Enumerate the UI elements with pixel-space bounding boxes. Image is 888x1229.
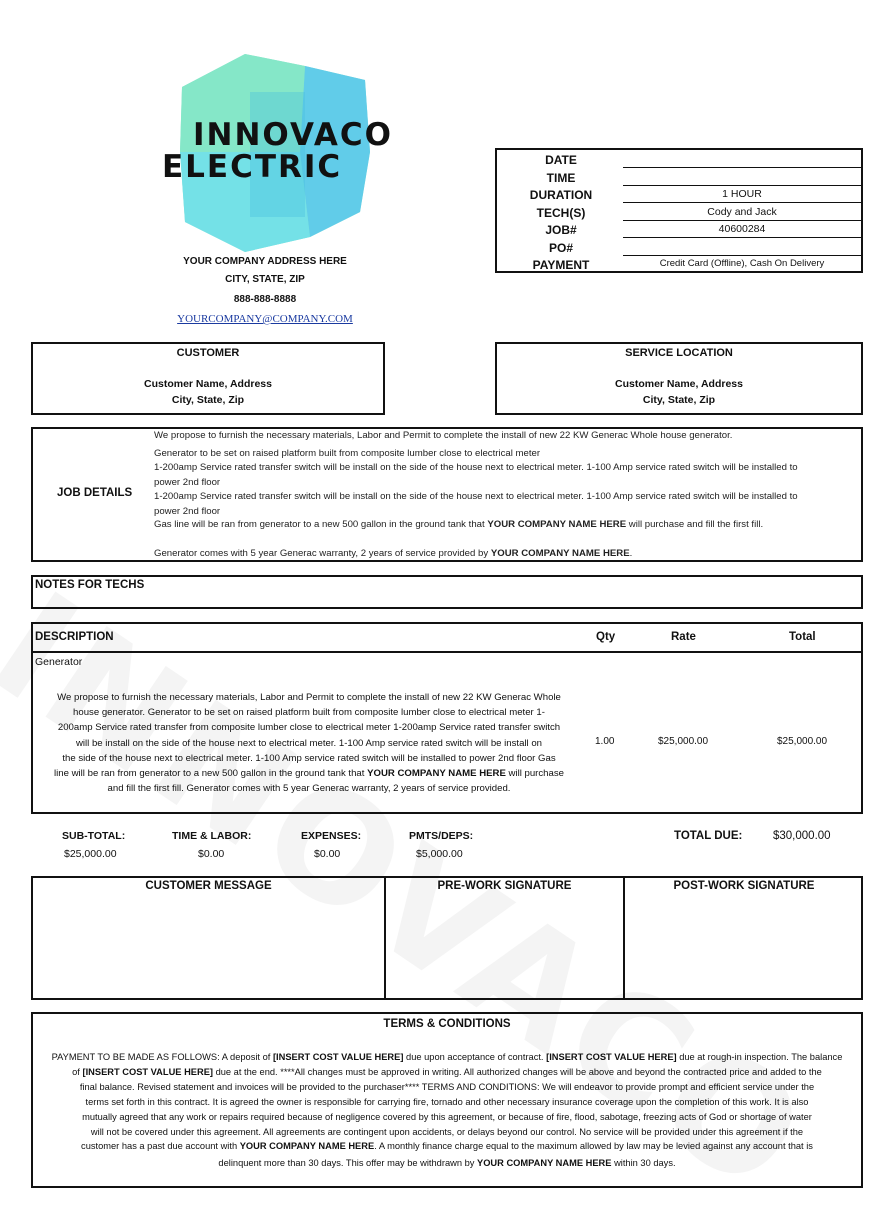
time-field[interactable] <box>623 169 861 186</box>
time-row <box>497 169 861 187</box>
job-details-line: 1-200amp Service rated transfer switch will be install on the side of the house next to electrical meter. 1-100 Amp service rated switch will be installed to <box>154 491 798 502</box>
customer-message-title: CUSTOMER MESSAGE <box>145 880 272 892</box>
terms-title: TERMS & CONDITIONS <box>383 1018 511 1030</box>
item-name: Generator <box>35 656 83 668</box>
duration-field[interactable]: 1 HOUR <box>623 186 861 203</box>
duration-label: DURATION <box>529 188 593 202</box>
date-row <box>497 151 861 169</box>
customer-box <box>31 342 385 415</box>
company-logo <box>160 52 410 257</box>
total-due-value: $30,000.00 <box>773 830 831 842</box>
notes-label: NOTES FOR TECHS <box>35 579 145 591</box>
service-location-line2: City, State, Zip <box>642 394 716 406</box>
date-field[interactable] <box>623 151 861 168</box>
customer-line2: City, State, Zip <box>171 394 245 406</box>
customer-line1: Customer Name, Address <box>144 378 272 390</box>
signature-section <box>31 876 863 1000</box>
post-work-signature-field[interactable] <box>625 898 863 998</box>
job-info-table <box>495 148 863 273</box>
post-work-signature-title: POST-WORK SIGNATURE <box>673 880 815 892</box>
job-details-line: Generator comes with 5 year Generac warranty, 2 years of service provided by YOUR COMPANY NAME HERE. <box>154 548 633 559</box>
job-details-line: power 2nd floor <box>154 477 221 488</box>
expenses-value: $0.00 <box>314 848 341 860</box>
payment-label: PAYMENT <box>532 258 590 272</box>
job-details-line: We propose to furnish the necessary materials, Labor and Permit to complete the install of new 22 KW Generac Whole house generator. <box>154 430 733 441</box>
labor-label: TIME & LABOR: <box>172 830 252 842</box>
tech-field[interactable]: Cody and Jack <box>623 204 861 221</box>
pmts-value: $5,000.00 <box>416 848 463 860</box>
job-details-line: power 2nd floor <box>154 506 221 517</box>
job-details-line: Gas line will be ran from generator to a new 500 gallon in the ground tank that YOUR COMPANY NAME HERE will purchase and fill the first fill. <box>154 519 764 530</box>
job-row <box>497 221 861 239</box>
pre-work-signature-title: PRE-WORK SIGNATURE <box>437 880 572 892</box>
company-address: YOUR COMPANY ADDRESS HERE <box>183 256 347 267</box>
duration-row <box>497 186 861 204</box>
col-total: Total <box>789 631 816 643</box>
time-label: TIME <box>546 170 576 185</box>
job-details-line: Generator to be set on raised platform built from composite lumber close to electrical meter <box>154 448 541 459</box>
terms-text: PAYMENT TO BE MADE AS FOLLOWS: A deposit of [INSERT COST VALUE HERE] due upon acceptance of contract. [INSERT COST VALUE HERE] due at rough-in inspection. The balance of [INSERT COST VALUE HERE] due at the end. ****All changes must be approved in writing. All authorized changes will be above and beyond the contracted price and added to the final balance. Revised statement and invoices will be provided to the purchaser**** TERMS AND CONDITIONS: We will endeavor to provide prompt and efficient service under the terms set forth in this contract. It is agreed the owner is responsible for carrying fire, tornado and other necessary insurance coverage upon the completion of this work. It is also mutually agreed that any work or repairs required because of negligence covered by this agreement, or because of fire, flood, sabotage, freezing acts of God or shortage of water will not be covered under this agreement. All agreements are contingent upon accidents, or delays beyond our control. No service will be provided under this agreement if the customer has a past due account with YOUR COMPANY NAME HERE. A monthly finance charge equal to the maximum allowed by law may be levied against any account that is delinquent more than 30 days. This offer may be withdrawn by YOUR COMPANY NAME HERE within 30 days. <box>51 1052 843 1169</box>
customer-title: CUSTOMER <box>176 347 240 359</box>
item-rate: $25,000.00 <box>658 736 709 747</box>
item-qty: 1.00 <box>595 736 615 747</box>
expenses-label: EXPENSES: <box>301 830 362 842</box>
job-details-label: JOB DETAILS <box>57 487 133 499</box>
po-row <box>497 239 861 257</box>
items-header-divider <box>33 651 861 653</box>
col-description: DESCRIPTION <box>35 631 114 643</box>
items-table <box>31 622 863 814</box>
total-due-label: TOTAL DUE: <box>674 830 743 842</box>
service-location-line1: Customer Name, Address <box>615 378 743 390</box>
job-field[interactable]: 40600284 <box>623 221 861 238</box>
tech-row <box>497 204 861 222</box>
notes-box[interactable] <box>31 575 863 609</box>
subtotal-value: $25,000.00 <box>64 848 117 860</box>
pre-work-signature-field[interactable] <box>386 898 623 998</box>
payment-row <box>497 256 861 274</box>
terms-box <box>31 1012 863 1188</box>
logo-text-line1: INNOVACO <box>193 117 393 153</box>
po-field[interactable] <box>623 239 861 256</box>
service-location-box <box>495 342 863 415</box>
company-phone: 888-888-8888 <box>233 294 297 305</box>
payment-field[interactable]: Credit Card (Offline), Cash On Delivery <box>623 256 861 273</box>
job-details-line: 1-200amp Service rated transfer switch will be install on the side of the house next to electrical meter. 1-100 Amp service rated switch will be installed to <box>154 462 798 473</box>
labor-value: $0.00 <box>198 848 225 860</box>
logo-text-line2: ELECTRIC <box>162 149 343 185</box>
subtotal-label: SUB-TOTAL: <box>62 830 126 842</box>
po-label: PO# <box>548 240 573 255</box>
col-qty: Qty <box>596 631 616 643</box>
pmts-label: PMTS/DEPS: <box>409 830 474 842</box>
service-location-title: SERVICE LOCATION <box>625 347 733 359</box>
item-total: $25,000.00 <box>777 736 828 747</box>
date-label: DATE <box>545 153 577 167</box>
company-email-link[interactable]: YOURCOMPANY@COMPANY.COM <box>177 313 353 325</box>
customer-message-field[interactable] <box>33 898 384 998</box>
company-city: CITY, STATE, ZIP <box>225 274 305 285</box>
tech-label: TECH(S) <box>536 205 586 220</box>
col-rate: Rate <box>671 631 696 643</box>
item-description: We propose to furnish the necessary materials, Labor and Permit to complete the install of new 22 KW Generac Whole house generator. Generator to be set on raised platform built from composite lumber close to electrical meter 1- 200amp Service rated transfer from composite lumber close to electrical meter 1-200amp Service rated transfer switch will be install on the side of the house next to electrical meter. 1-100 Amp service rated switch will be install on the side of the house next to electrical meter. 1-100 Amp service rated switch will be installed to power 2nd floor Gas line will be ran from generator to a new 500 gallon in the ground tank that YOUR COMPANY NAME HERE will purchase and fill the first fill. Generator comes with 5 year Generac warranty, 2 years of service provided. <box>54 692 564 795</box>
job-label: JOB# <box>545 223 577 237</box>
